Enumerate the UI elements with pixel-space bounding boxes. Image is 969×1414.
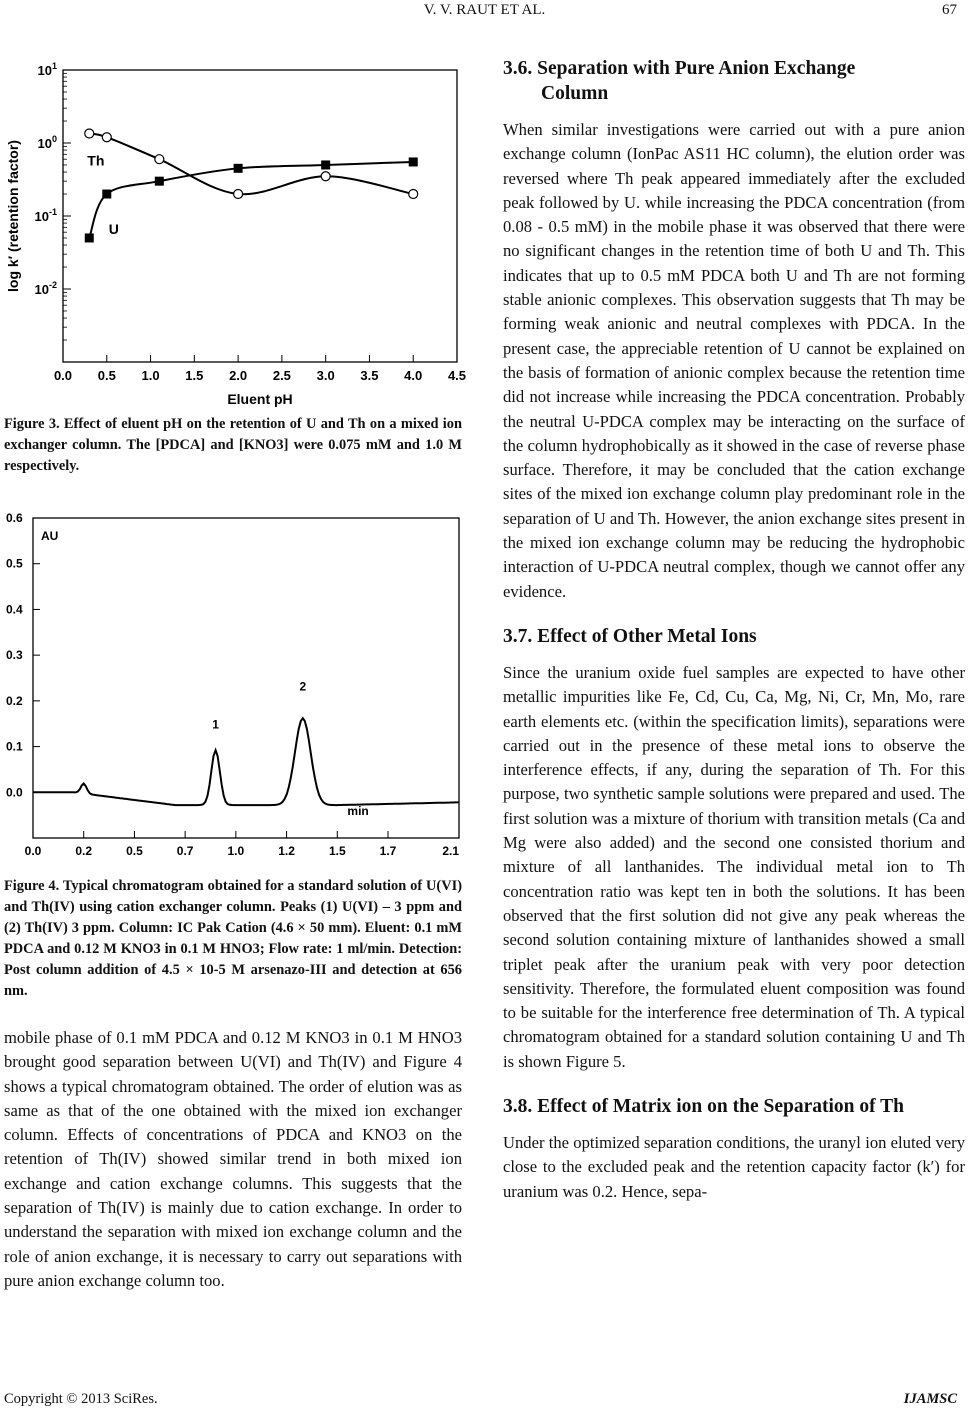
section-3-6-heading-line1: 3.6. Separation with Pure Anion Exchange [503,58,856,79]
x-tick-label: 1.2 [278,844,295,858]
x-tick-label: 0.0 [53,368,73,383]
section-3-8-body: Under the optimized separation conditions, the uranyl ion eluted very close to the excluded peak and the retention capacity factor (k′) for uranium was 0.2. Hence, sepa- [503,1132,965,1201]
data-point-u [85,233,94,242]
plot-frame [33,518,459,838]
y-tick-label: $10^1$ [37,61,57,78]
section-3-7-heading: 3.7. Effect of Other Metal Ions [503,625,757,647]
y-tick-label: 0.5 [6,556,23,571]
x-tick-label: 0.7 [176,844,194,858]
y-tick-label: 0.1 [6,739,23,754]
y-unit-label: AU [41,529,59,543]
x-tick-label: 2.1 [442,844,459,858]
x-tick-label: 1.0 [227,844,245,858]
body-paragraph-left: mobile phase of 0.1 mM PDCA and 0.12 M KNO3 in 0.1 M HNO3 brought good separation between U(VI) and Th(IV) and Figure 4 shows a typical chromatogram obtained. The order of elution was as same as that of the one obtained with the mixed ion exchanger column. Effects of concentrations of PDCA and KNO3 on the retention of Th(IV) showed similar trend in both mixed ion exchange and cation exchange columns. This suggests that the separation of Th(IV) is mainly due to cation exchange. In order to understand the separation with mixed ion exchange column and the role of anion exchange, it is necessary to carry out separations with pure anion exchange column too. [4,1028,462,1290]
data-point-u [234,164,243,173]
x-tick-label: 1.5 [185,368,204,383]
y-tick-label: $10^{-1}$ [34,207,57,224]
page-header [0,2,969,24]
x-tick-label: 1.0 [141,368,160,383]
data-point-u [409,157,418,166]
data-point-u [102,190,111,199]
y-tick-label: 0.4 [6,602,23,617]
x-axis-label: Eluent pH [227,391,293,407]
figure-3-caption: Figure 3. Effect of eluent pH on the retention of U and Th on a mixed ion exchanger column. The [PDCA] and [KNO3] were 0.075 mM and 1.0 M respectively. [4,416,462,474]
y-tick-label: 0.0 [6,785,23,800]
data-point-th [102,133,111,142]
section-3-6-body: When similar investigations were carried out with a pure anion exchange column (IonPac AS11 HC column), the elution order was reversed where Th peak appeared immediately after the excluded peak followed by U. while increasing the PDCA concentration (from 0.08 - 0.5 mM) in the mobile phase it was observed that there were no significant changes in the retention time of both U and Th. This indicates that up to 0.5 mM PDCA both U and Th are not forming stable anionic complexes. This observation suggests that Th may be forming weak anionic and neutral complexes with PDCA. In the present case, the appreciable retention of U cannot be explained on the basis of formation of anionic complex because the retention time did not increase while increasing the PDCA concentration. Probably the neutral U-PDCA complex may be interacting on the surface of the column hydrophobically as it showed in the case of reverse phase surface. Therefore, it may be concluded that the cation exchange sites of the mixed ion exchange column play predominant role in the separation of U and Th. However, the anion exchange sites present in the mixed ion exchange column may be reducing the hydrophobic interaction of U-PDCA neutral complex, though we cannot offer any evidence. [503,120,965,601]
section-3-8-heading: 3.8. Effect of Matrix ion on the Separation of Th [503,1095,904,1117]
y-tick-label: 0.6 [6,511,23,525]
right-column [503,56,965,1204]
x-tick-label: 0.5 [97,368,116,383]
x-tick-label: 3.0 [316,368,335,383]
peak-label-2: 2 [299,679,307,694]
peak-label-1: 1 [212,717,219,732]
series-line-u [89,162,413,238]
x-tick-label: 1.5 [328,844,346,858]
x-tick-label: 0.0 [24,844,42,858]
y-tick-label: 0.3 [6,648,23,663]
data-point-th [321,172,330,181]
data-point-u [155,177,164,186]
data-point-u [321,160,330,169]
x-tick-label: 2.0 [229,368,248,383]
series-label-u: U [108,221,119,238]
running-head: V. V. RAUT ET AL. [423,2,546,18]
y-tick-label: $10^{-2}$ [34,280,57,297]
data-point-th [155,155,164,164]
journal-footer: IJAMSC [903,1391,957,1407]
figure-4-caption: Figure 4. Typical chromatogram obtained for a standard solution of U(VI) and Th(IV) using cation exchanger column. Peaks (1) U(VI) – 3 ppm and (2) Th(IV) 3 ppm. Column: IC Pak Cation (4.6 × 50 mm). Eluent: 0.1 mM PDCA and 0.12 M KNO3 in 0.1 M HNO3; Flow rate: 1 ml/min. Detection: Post column addition of 4.5 × 10-5 M arsenazo-III and detection at 656 nm. [4,878,462,999]
x-tick-label: 3.5 [360,368,379,383]
chromatogram-trace [33,718,459,805]
y-tick-label: 0.2 [6,693,23,708]
data-point-th [85,129,94,138]
plot-frame [63,70,457,362]
section-3-7-body: Since the uranium oxide fuel samples are expected to have other metallic impurities like Fe, Cd, Cu, Ca, Mg, Ni, Cr, Mn, Mo, rare earth elements etc. (within the specification limits), separations were carried out in the presence of these metal ions to observe the interference effects, if any, during the separation of Th. For this purpose, two synthetic sample solutions were prepared and used. The first solution was a mixture of thorium with transition metals (Ca and Mg were also added) and the second one consisted thorium and mixture of all lanthanides. The individual metal ion to Th concentration ratio was kept ten in both the solutions. It has been observed that the first solution did not give any peak whereas the second solution containing mixture of lanthanides showed a small triplet peak after the uranium peak with very poor detection sensitivity. Therefore, the formulated eluent composition was found to be suitable for the interference free determination of Th. A typical chromatogram obtained for a standard solution containing U and Th is shown Figure 5. [503,662,965,1071]
figure-3-chart [4,40,467,410]
x-tick-label: 2.5 [272,368,291,383]
section-3-6-heading [503,56,965,106]
x-tick-label: 4.5 [447,368,467,383]
x-tick-label: 0.5 [126,844,143,858]
x-tick-label: 1.7 [379,844,397,858]
left-column [4,40,467,1293]
y-axis-label: log k′ (retention factor) [5,140,21,292]
copyright-footer: Copyright © 2013 SciRes. [4,1391,158,1407]
x-tick-label: 4.0 [404,368,423,383]
x-unit-label: min [347,804,369,819]
section-3-6-heading-line2: Column [541,83,609,104]
series-label-th: Th [87,152,105,169]
data-point-th [409,190,418,199]
x-tick-label: 0.2 [75,844,93,858]
data-point-th [234,190,243,199]
figure-4-chart [4,512,462,862]
page-number: 67 [942,2,957,18]
y-tick-label: $10^0$ [37,134,57,151]
